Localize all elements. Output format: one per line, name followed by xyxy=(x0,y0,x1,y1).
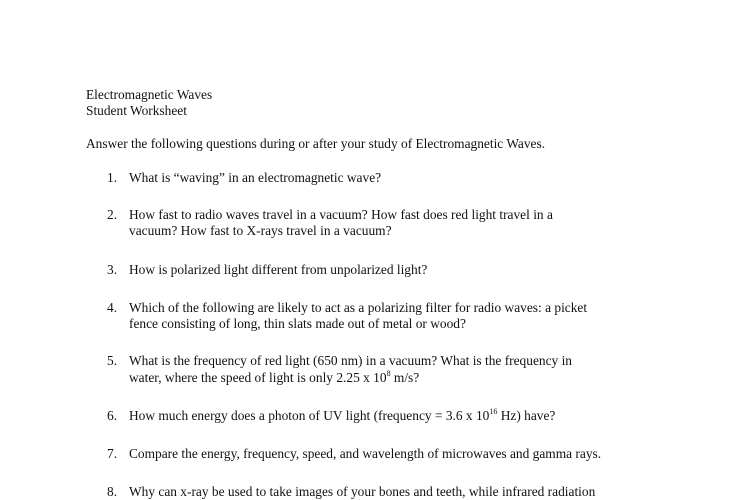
question-text: What is the frequency of red light (650 nm) in a vacuum? What is the frequency in xyxy=(129,353,572,368)
text-segment: water, where the speed of light is only 2.25 x 10 xyxy=(129,370,387,385)
question-number: 4. xyxy=(107,300,118,315)
question-number: 8. xyxy=(107,484,118,499)
worksheet-subtitle: Student Worksheet xyxy=(86,103,187,118)
question-text: How fast to radio waves travel in a vacuum? How fast does red light travel in a xyxy=(129,207,553,222)
question-text: vacuum? How fast to X-rays travel in a vacuum? xyxy=(129,223,392,238)
question-text-with-exponent xyxy=(129,370,419,386)
question-text: fence consisting of long, thin slats made out of metal or wood? xyxy=(129,316,466,331)
question-number: 1. xyxy=(107,170,118,185)
worksheet-title: Electromagnetic Waves xyxy=(86,87,213,102)
question-text: Compare the energy, frequency, speed, and wavelength of microwaves and gamma rays. xyxy=(129,446,602,461)
question-text: Which of the following are likely to act as a polarizing filter for radio waves: a picket xyxy=(129,300,588,315)
question-text-with-exponent xyxy=(129,408,555,424)
question-number: 2. xyxy=(107,207,118,222)
question-number: 6. xyxy=(107,408,118,423)
question-text: Why can x-ray be used to take images of your bones and teeth, while infrared radiation xyxy=(129,484,596,499)
question-number: 3. xyxy=(107,262,118,277)
exponent: 16 xyxy=(489,406,498,416)
exponent: 8 xyxy=(386,368,391,378)
text-segment: m/s? xyxy=(390,370,420,385)
text-segment: Hz) have? xyxy=(497,408,556,423)
question-text: What is “waving” in an electromagnetic wave? xyxy=(129,170,382,185)
question-text: How is polarized light different from unpolarized light? xyxy=(129,262,428,277)
worksheet-instructions: Answer the following questions during or after your study of Electromagnetic Waves. xyxy=(86,136,546,151)
question-number: 7. xyxy=(107,446,118,461)
question-number: 5. xyxy=(107,353,118,368)
text-segment: How much energy does a photon of UV light (frequency = 3.6 x 10 xyxy=(129,408,490,423)
